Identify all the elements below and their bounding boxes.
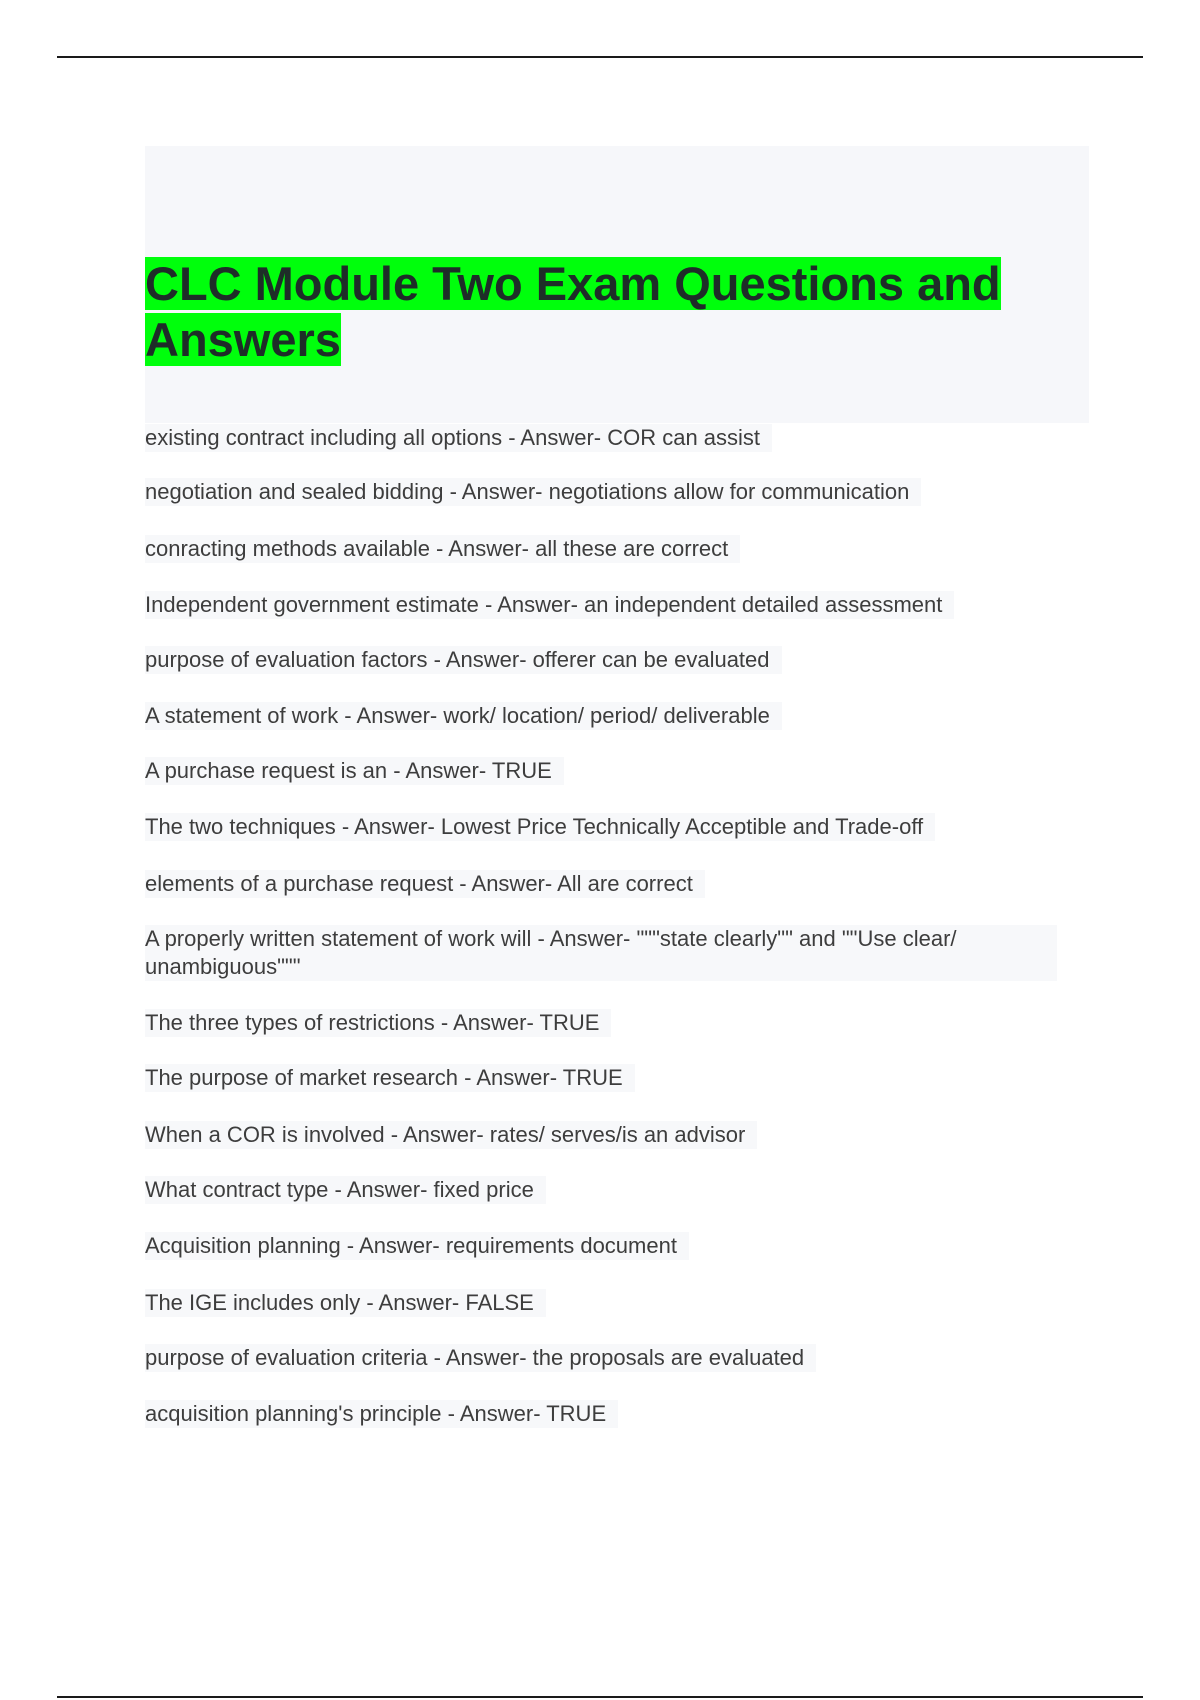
qa-item: purpose of evaluation factors - Answer- offerer can be evaluated bbox=[145, 646, 782, 674]
qa-item: A properly written statement of work will - Answer- """state clearly"" and ""Use clear/ unambiguous""" bbox=[145, 925, 1057, 981]
qa-item: Independent government estimate - Answer- an independent detailed assessment bbox=[145, 591, 954, 619]
bottom-rule bbox=[57, 1696, 1143, 1698]
qa-item: negotiation and sealed bidding - Answer- negotiations allow for communication bbox=[145, 478, 921, 506]
qa-item: A purchase request is an - Answer- TRUE bbox=[145, 757, 564, 785]
qa-item: The purpose of market research - Answer- TRUE bbox=[145, 1064, 635, 1092]
title-highlight: CLC Module Two Exam Questions and Answers bbox=[145, 257, 1001, 366]
document-title bbox=[145, 256, 1045, 368]
top-rule bbox=[57, 56, 1143, 58]
qa-item: The two techniques - Answer- Lowest Price Technically Acceptible and Trade-off bbox=[145, 813, 935, 841]
qa-item: Acquisition planning - Answer- requirements document bbox=[145, 1232, 689, 1260]
qa-item: existing contract including all options - Answer- COR can assist bbox=[145, 424, 772, 452]
qa-item: purpose of evaluation criteria - Answer- the proposals are evaluated bbox=[145, 1344, 816, 1372]
qa-item: When a COR is involved - Answer- rates/ serves/is an advisor bbox=[145, 1121, 757, 1149]
qa-item: The three types of restrictions - Answer- TRUE bbox=[145, 1009, 611, 1037]
qa-item: elements of a purchase request - Answer- All are correct bbox=[145, 870, 705, 898]
qa-item: What contract type - Answer- fixed price bbox=[145, 1176, 546, 1204]
qa-item: The IGE includes only - Answer- FALSE bbox=[145, 1289, 546, 1317]
qa-item: acquisition planning's principle - Answer- TRUE bbox=[145, 1400, 618, 1428]
qa-item: A statement of work - Answer- work/ location/ period/ deliverable bbox=[145, 702, 782, 730]
qa-item: conracting methods available - Answer- all these are correct bbox=[145, 535, 740, 563]
